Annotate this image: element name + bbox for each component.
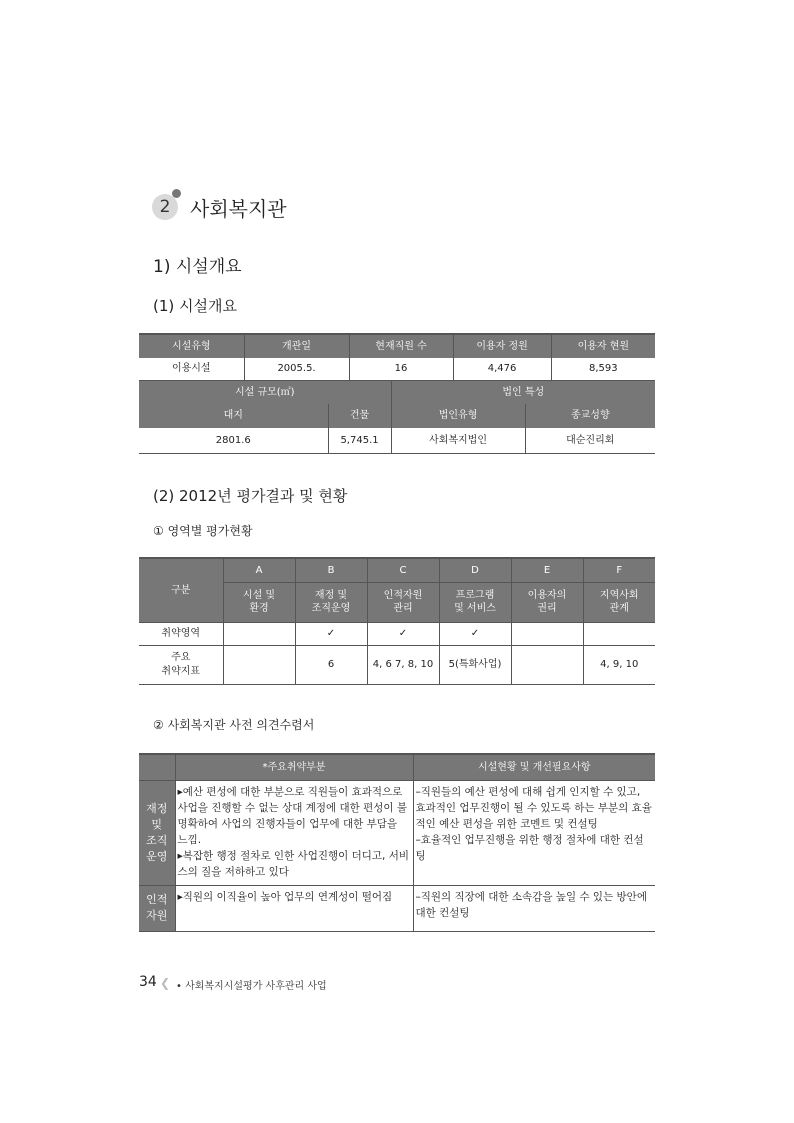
cell-weak-indicator	[223, 645, 295, 684]
cell-improve-hr	[413, 885, 655, 931]
row-label-finance: 재정 및 조직 운영	[139, 780, 175, 885]
chevron-left-icon: ❮	[160, 976, 171, 990]
improve-item: –효율적인 업무진행을 위한 행정 절차에 대한 컨설팅	[415, 833, 644, 862]
cell-weak-area: ✓	[295, 622, 367, 645]
cell-weak-hr	[175, 885, 413, 931]
cell-weak-indicator: 4, 6 7, 8, 10	[367, 645, 439, 684]
heading-facility-overview: 1) 시설개요	[153, 257, 242, 277]
weak-item: ▸예산 편성에 대한 부분으로 직원들이 효과적으로 사업을 진행할 수 없는 상대 계정에 대한 편성이 불명확하여 사업의 진행자들이 업무에 대한 부담을 느낌.	[177, 785, 408, 846]
heading-pre-opinion: ② 사회복지관 사전 의견수렴서	[153, 718, 315, 732]
cell-land: 2801.6	[139, 428, 328, 453]
improve-item: –직원들의 예산 편성에 대해 쉽게 인지할 수 있고, 효과적인 업무진행이 될 수 있도록 하는 부분의 효율적인 예산 편성을 위한 코멘트 및 컨설팅	[415, 785, 652, 830]
header-corner	[139, 754, 175, 780]
cell-weak-indicator: 6	[295, 645, 367, 684]
cell-weak-indicator: 4, 9, 10	[583, 645, 655, 684]
header-improvements: 시설현황 및 개선필요사항	[413, 754, 655, 780]
header-facility-type: 시설유형	[139, 334, 244, 358]
header-staff-count: 현재직원 수	[349, 334, 453, 358]
cell-staff-count: 16	[349, 358, 453, 380]
header-user-current: 이용자 현원	[551, 334, 655, 358]
header-weak-parts: *주요취약부분	[175, 754, 413, 780]
header-area: 재정 및 조직운영	[295, 582, 367, 622]
cell-improve-finance	[413, 780, 655, 885]
header-letter: F	[583, 558, 655, 582]
cell-weak-area	[583, 622, 655, 645]
header-building: 건물	[328, 404, 391, 428]
header-letter: A	[223, 558, 295, 582]
weak-item: ▸복잡한 행정 절차로 인한 사업진행이 더디고, 서비스의 질을 저하하고 있다	[177, 849, 409, 878]
cell-weak-area: ✓	[439, 622, 511, 645]
heading-evaluation-results: (2) 2012년 평가결과 및 현황	[153, 487, 348, 505]
evaluation-table	[139, 557, 655, 685]
heading-area-evaluation: ① 영역별 평가현황	[153, 524, 253, 538]
header-religion: 종교성향	[525, 404, 655, 428]
facility-table	[139, 333, 655, 454]
header-letter: C	[367, 558, 439, 582]
header-corporation-type: 법인유형	[391, 404, 525, 428]
header-area: 프로그램 및 서비스	[439, 582, 511, 622]
header-area: 시설 및 환경	[223, 582, 295, 622]
header-corporation-traits: 법인 특성	[391, 380, 655, 404]
cell-user-current: 8,593	[551, 358, 655, 380]
row-label-hr: 인적 자원	[139, 885, 175, 931]
cell-facility-type: 이용시설	[139, 358, 244, 380]
cell-weak-area	[511, 622, 583, 645]
cell-corporation-type: 사회복지법인	[391, 428, 525, 453]
header-user-capacity: 이용자 정원	[453, 334, 551, 358]
header-land: 대지	[139, 404, 328, 428]
section-number-badge: 2	[152, 194, 178, 220]
cell-weak-area	[223, 622, 295, 645]
header-open-date: 개관일	[244, 334, 349, 358]
cell-user-capacity: 4,476	[453, 358, 551, 380]
cell-open-date: 2005.5.	[244, 358, 349, 380]
header-letter: B	[295, 558, 367, 582]
section-title: 사회복지관	[190, 197, 287, 221]
weak-item: ▸직원의 이직율이 높아 업무의 연계성이 떨어짐	[177, 890, 393, 903]
cell-weak-finance	[175, 780, 413, 885]
header-letter: E	[511, 558, 583, 582]
cell-weak-indicator	[511, 645, 583, 684]
footer-title: • 사회복지시설평가 사후관리 사업	[176, 981, 327, 992]
header-letter: D	[439, 558, 511, 582]
header-area: 인적자원 관리	[367, 582, 439, 622]
header-area: 이용자의 권리	[511, 582, 583, 622]
section-dot-icon	[172, 189, 181, 198]
header-facility-size: 시설 규모(㎡)	[139, 380, 391, 404]
row-label-weak-area: 취약영역	[139, 622, 223, 645]
header-category: 구분	[139, 558, 223, 622]
cell-religion: 대순진리회	[525, 428, 655, 453]
cell-building: 5,745.1	[328, 428, 391, 453]
cell-weak-area: ✓	[367, 622, 439, 645]
opinion-table	[139, 753, 655, 932]
subheading-facility-overview: (1) 시설개요	[153, 297, 237, 315]
row-label-weak-indicators: 주요 취약지표	[139, 645, 223, 684]
page-number: 34	[139, 974, 157, 990]
improve-item: –직원의 직장에 대한 소속감을 높일 수 있는 방안에 대한 컨설팅	[415, 890, 647, 919]
header-area: 지역사회 관계	[583, 582, 655, 622]
cell-weak-indicator: 5(특화사업)	[439, 645, 511, 684]
